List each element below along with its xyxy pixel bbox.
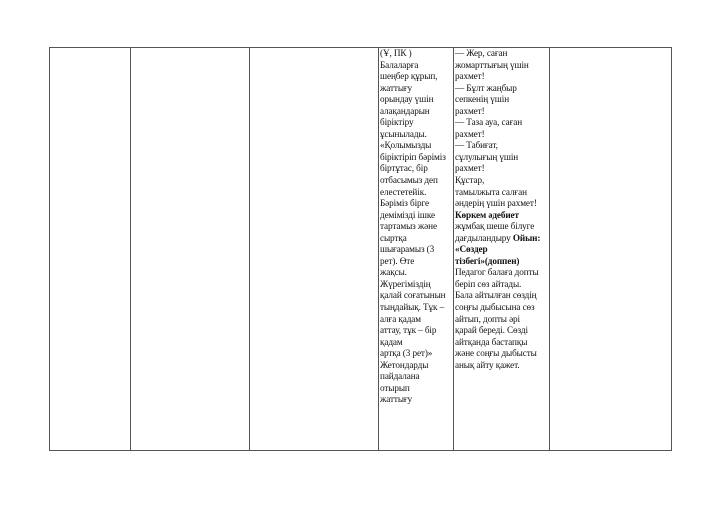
text-line bbox=[455, 290, 548, 302]
text-line bbox=[455, 198, 548, 210]
text-segment: қарай береді. Сөзді bbox=[455, 325, 528, 336]
table-cell-col-3 bbox=[250, 48, 379, 451]
text-line bbox=[455, 94, 548, 106]
text-line: жақсы. bbox=[380, 267, 407, 278]
text-line: демімізді ішке bbox=[380, 209, 436, 220]
text-segment: Педагог балаға допты bbox=[455, 267, 539, 278]
text-line: алға қадам bbox=[380, 313, 421, 324]
text-line: сыртқа bbox=[380, 232, 407, 243]
text-segment: тізбегі»(доппен) bbox=[455, 255, 520, 266]
text-line bbox=[455, 152, 548, 164]
text-line bbox=[455, 221, 548, 233]
text-line bbox=[455, 60, 548, 72]
text-line bbox=[455, 244, 548, 256]
text-line: пайдалана bbox=[380, 371, 420, 382]
text-line bbox=[455, 48, 548, 60]
text-line: Балаларға bbox=[380, 59, 419, 70]
text-line: Жетондарды bbox=[380, 359, 429, 370]
text-line: қалай соғатынын bbox=[380, 290, 446, 301]
text-line: аттау, тұк – бір bbox=[380, 325, 437, 336]
text-segment: — Бұлт жаңбыр bbox=[455, 82, 517, 93]
schedule-table bbox=[49, 47, 672, 451]
text-segment: әндерің үшін рахмет! bbox=[455, 198, 537, 209]
text-line: біртұтас, бір bbox=[380, 163, 428, 174]
text-line bbox=[455, 175, 548, 187]
text-line bbox=[455, 163, 548, 175]
text-segment: рахмет! bbox=[455, 71, 485, 82]
text-line: (Ұ, ПК ) bbox=[380, 48, 412, 58]
text-line bbox=[455, 314, 548, 326]
text-line bbox=[455, 337, 548, 349]
text-line bbox=[455, 360, 548, 372]
text-line: қадам bbox=[380, 336, 403, 347]
text-line bbox=[455, 140, 548, 152]
text-line: рет). Өте bbox=[380, 255, 415, 266]
table-cell-col-4 bbox=[379, 48, 454, 451]
text-line: орындау үшін bbox=[380, 94, 434, 105]
text-segment: Бала айтылған сөздің bbox=[455, 290, 537, 301]
text-segment: беріп сөз айтады. bbox=[455, 278, 522, 289]
breathing-exercise-text bbox=[379, 48, 453, 406]
text-line bbox=[455, 210, 548, 222]
text-line: тыңдайық. Тұк – bbox=[380, 302, 445, 313]
text-line bbox=[455, 71, 548, 83]
text-line bbox=[455, 129, 548, 141]
text-line: жаттығу bbox=[380, 82, 413, 93]
text-line: шеңбер құрып, bbox=[380, 71, 438, 82]
table-cell-col-5 bbox=[454, 48, 550, 451]
text-line: елестетейік. bbox=[380, 186, 427, 197]
text-line: «Қолымызды bbox=[380, 140, 432, 151]
text-segment: соңғы дыбысына сөз bbox=[455, 302, 535, 313]
text-line: шығарамыз (3 bbox=[380, 244, 435, 255]
text-segment: — Таза ауа, саған bbox=[455, 117, 523, 128]
text-line: Жүрегіміздің bbox=[380, 278, 431, 289]
text-segment: дағдыландыру bbox=[455, 232, 511, 243]
text-segment: жұмбақ шеше білуге bbox=[455, 221, 535, 232]
table-cell-col-6 bbox=[550, 48, 672, 451]
text-line bbox=[455, 83, 548, 95]
gratitude-and-game-text bbox=[454, 48, 549, 371]
text-segment: және соңғы дыбысты bbox=[455, 348, 537, 359]
text-segment: анық айту қажет. bbox=[455, 359, 520, 370]
text-segment: Құстар, bbox=[455, 175, 485, 186]
text-segment: тамылжыта салған bbox=[455, 186, 527, 197]
text-segment: рахмет! bbox=[455, 105, 485, 116]
text-segment: жомарттығың үшін bbox=[455, 59, 529, 70]
text-line bbox=[455, 117, 548, 129]
text-segment: айтқанда бастапқы bbox=[455, 336, 528, 347]
text-segment: Көркем әдебиет bbox=[455, 209, 519, 220]
text-segment: рахмет! bbox=[455, 128, 485, 139]
text-line bbox=[455, 233, 548, 245]
text-segment: айтып, допты әрі bbox=[455, 313, 520, 324]
text-line bbox=[455, 187, 548, 199]
table-cell-col-1 bbox=[50, 48, 131, 451]
text-line: ұсынылады. bbox=[380, 128, 427, 139]
text-line: біріктіру bbox=[380, 117, 414, 128]
text-segment: «Сөздер bbox=[455, 244, 488, 255]
text-segment-bold: Ойын: bbox=[510, 232, 541, 243]
table-cell-col-2 bbox=[131, 48, 250, 451]
text-line: отбасымыз деп bbox=[380, 175, 438, 186]
text-line bbox=[455, 256, 548, 268]
text-line bbox=[455, 325, 548, 337]
text-line: Бәріміз бірге bbox=[380, 198, 430, 209]
text-segment: — Табиғат, bbox=[455, 140, 498, 151]
table-row bbox=[50, 48, 672, 451]
text-line bbox=[455, 279, 548, 291]
text-segment: рахмет! bbox=[455, 163, 485, 174]
text-segment: — Жер, саған bbox=[455, 48, 508, 58]
text-line: артқа (3 рет)» bbox=[380, 348, 433, 359]
text-line bbox=[455, 106, 548, 118]
text-line: тартамыз және bbox=[380, 221, 437, 232]
text-line bbox=[455, 302, 548, 314]
text-line bbox=[455, 348, 548, 360]
text-line: жаттығу bbox=[380, 394, 413, 405]
text-line: алақандарын bbox=[380, 105, 430, 116]
text-segment: сепкенің үшін bbox=[455, 94, 510, 105]
text-line bbox=[455, 267, 548, 279]
text-line: біріктіріп бәріміз bbox=[380, 151, 446, 162]
text-line: отырып bbox=[380, 382, 410, 393]
text-segment: сұлулығың үшін bbox=[455, 151, 519, 162]
